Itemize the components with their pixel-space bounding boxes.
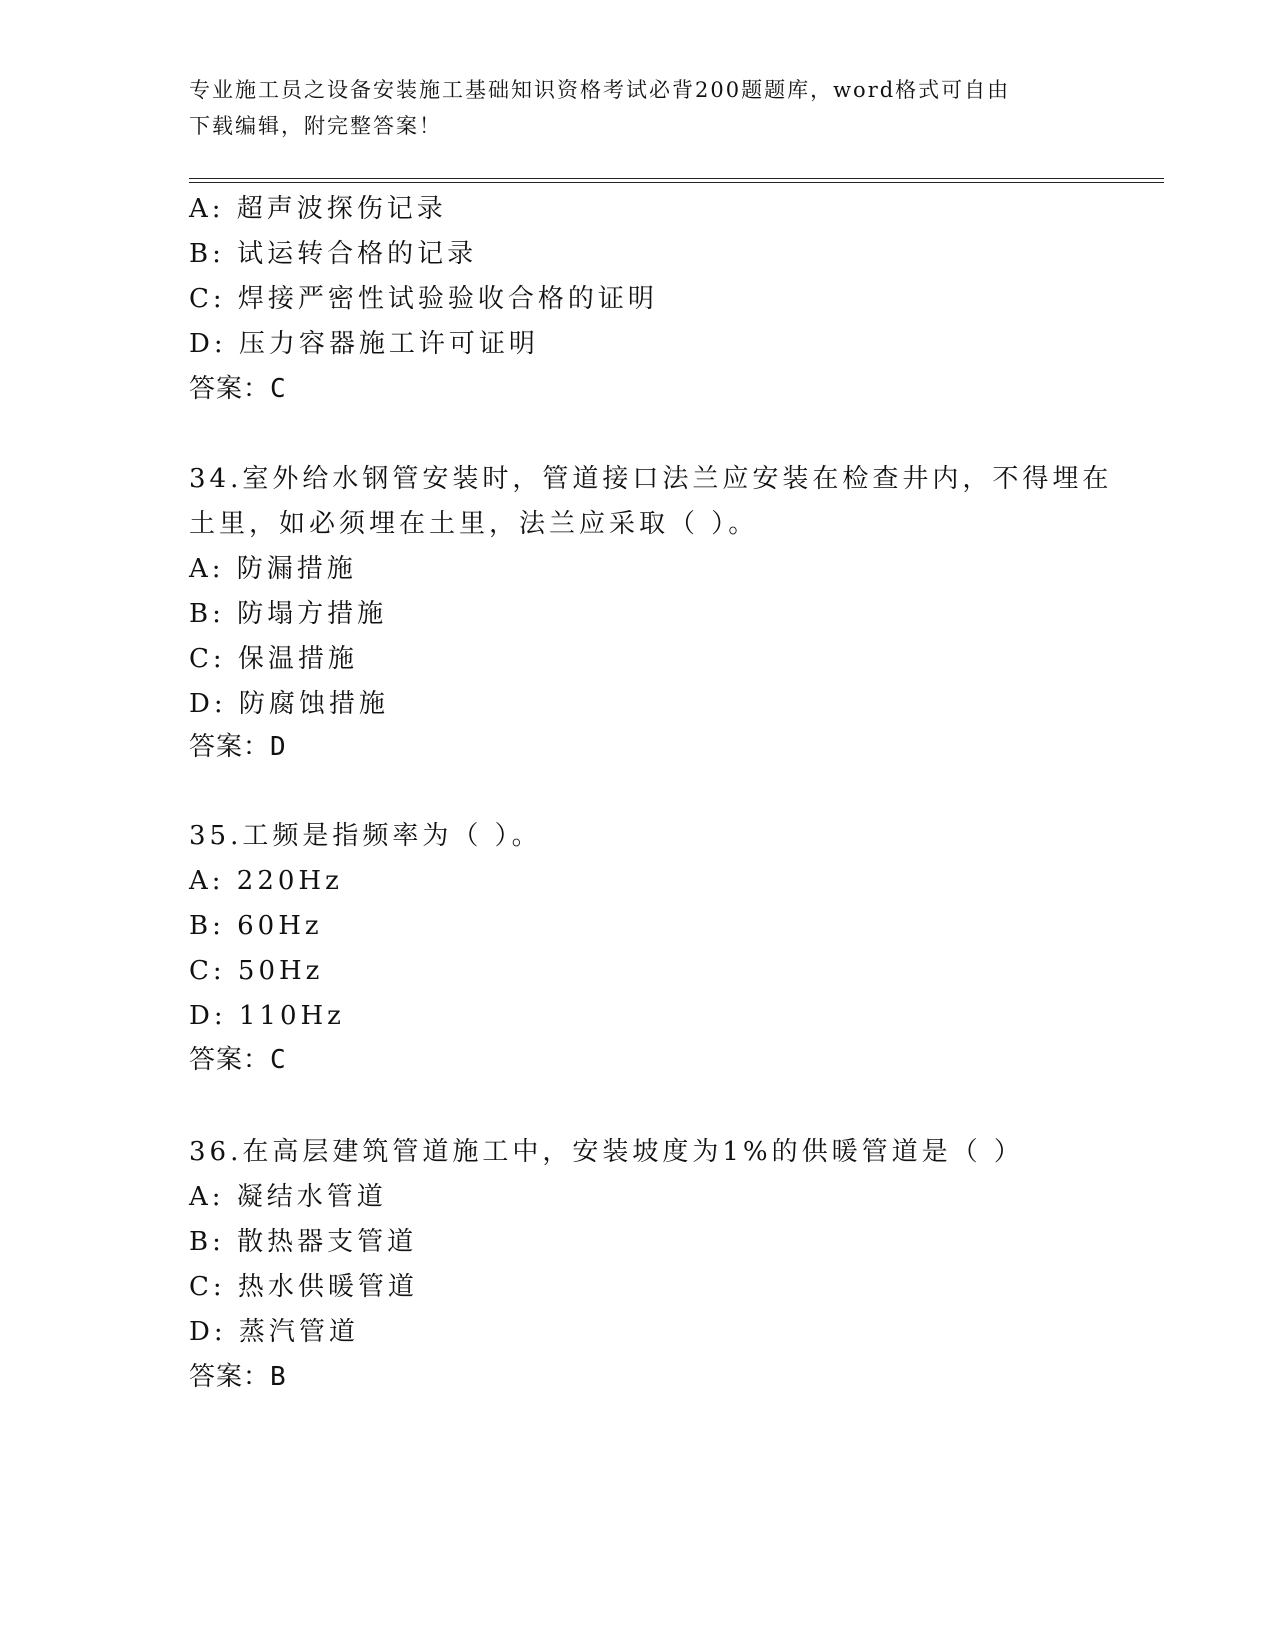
q35-option-a: A: 220Hz bbox=[189, 866, 343, 896]
q35-answer bbox=[189, 1042, 287, 1078]
q33-option-c: C: 焊接严密性试验验收合格的证明 bbox=[189, 284, 658, 314]
q34-option-d: D: 防腐蚀措施 bbox=[189, 689, 389, 719]
q33-option-a: A: 超声波探伤记录 bbox=[189, 194, 447, 224]
answer-value: B bbox=[270, 1362, 287, 1392]
answer-label: 答案： bbox=[189, 732, 271, 762]
q34-question-line-2: 土里，如必须埋在土里，法兰应采取（ ）。 bbox=[189, 509, 759, 539]
q36-question: 36.在高层建筑管道施工中，安装坡度为1%的供暖管道是（ ） bbox=[189, 1137, 1024, 1167]
q36-option-d: D: 蒸汽管道 bbox=[189, 1317, 359, 1347]
q34-answer bbox=[189, 729, 287, 765]
q33-option-d: D: 压力容器施工许可证明 bbox=[189, 329, 539, 359]
document-header bbox=[189, 72, 1089, 144]
q36-option-c: C: 热水供暖管道 bbox=[189, 1272, 418, 1302]
q34-option-c: C: 保温措施 bbox=[189, 644, 358, 674]
answer-value: C bbox=[270, 374, 287, 404]
answer-label: 答案： bbox=[189, 374, 271, 404]
header-divider-top bbox=[189, 178, 1164, 179]
q35-option-b: B: 60Hz bbox=[189, 911, 323, 941]
q33-answer bbox=[189, 371, 287, 407]
q36-answer bbox=[189, 1359, 287, 1395]
header-divider-bottom bbox=[189, 182, 1164, 183]
q34-option-a: A: 防漏措施 bbox=[189, 554, 357, 584]
answer-label: 答案： bbox=[189, 1045, 271, 1075]
answer-value: D bbox=[270, 732, 287, 762]
header-line-1: 专业施工员之设备安装施工基础知识资格考试必背200题题库，word格式可自由 bbox=[189, 78, 1011, 102]
q35-option-d: D: 110Hz bbox=[189, 1001, 345, 1031]
q35-question: 35.工频是指频率为（ ）。 bbox=[189, 821, 542, 851]
q36-option-a: A: 凝结水管道 bbox=[189, 1182, 387, 1212]
q34-option-b: B: 防塌方措施 bbox=[189, 599, 388, 629]
answer-label: 答案： bbox=[189, 1362, 271, 1392]
q34-question-line-1: 34.室外给水钢管安装时，管道接口法兰应安装在检查井内，不得埋在 bbox=[189, 464, 1113, 494]
answer-value: C bbox=[270, 1045, 287, 1075]
q35-option-c: C: 50Hz bbox=[189, 956, 324, 986]
header-line-2: 下载编辑，附完整答案！ bbox=[189, 114, 442, 138]
q33-option-b: B: 试运转合格的记录 bbox=[189, 239, 478, 269]
q36-option-b: B: 散热器支管道 bbox=[189, 1227, 418, 1257]
